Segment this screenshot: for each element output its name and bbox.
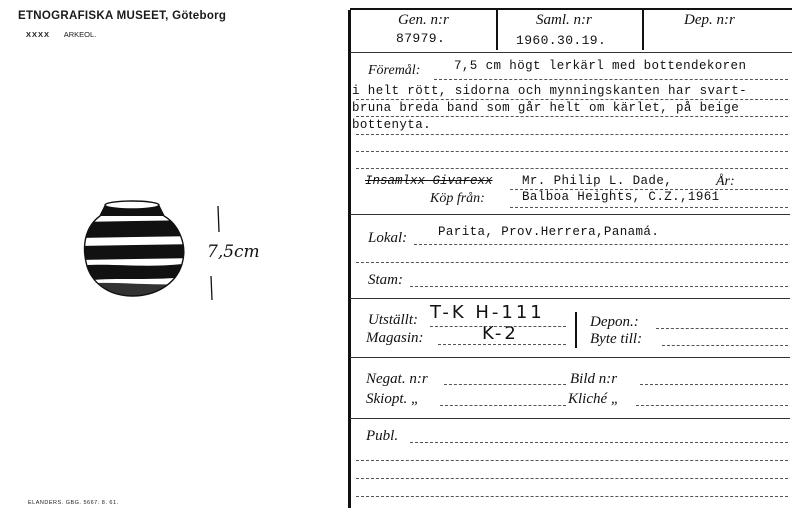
section-divider: [350, 357, 790, 358]
object-label: Föremål:: [368, 63, 421, 78]
ruled-line: [356, 460, 788, 461]
ruled-line: [356, 168, 788, 169]
ruled-line: [356, 99, 788, 100]
ruled-line: [444, 384, 566, 385]
ruled-line: [640, 384, 788, 385]
dep-number-label: Dep. n:r: [684, 12, 735, 28]
section-divider: [350, 298, 790, 299]
purchased-from-value: Balboa Heights, C.Z.,1961: [522, 190, 720, 204]
size-annotation: 7,5cm: [207, 242, 260, 262]
ruled-line: [410, 442, 788, 443]
museum-city: Göteborg: [172, 10, 227, 22]
depon-divider: [575, 312, 577, 348]
ruled-line: [636, 405, 788, 406]
section-divider: [350, 418, 790, 419]
ruled-line: [356, 116, 788, 117]
section-divider: [350, 214, 790, 215]
card-top-border: [350, 8, 792, 10]
printer-imprint: ELANDERS. GBG. 5667. 8. 61.: [28, 500, 119, 506]
locality-value: Parita, Prov.Herrera,Panamá.: [438, 225, 660, 239]
donor-value: Mr. Philip L. Dade,: [522, 174, 673, 188]
ruled-line: [510, 207, 788, 208]
locality-label: Lokal:: [368, 230, 408, 246]
ruled-line: [656, 328, 788, 329]
museum-title: ETNOGRAFISKA MUSEET,: [18, 10, 169, 22]
ruled-line: [434, 79, 788, 80]
ruled-line: [430, 326, 566, 327]
department-label: ARKEOL.: [63, 30, 97, 39]
object-description-line: bruna breda band som går helt om kärlet, på beige: [352, 101, 740, 115]
object-description-line: i helt rött, sidorna och mynningskanten har svart-: [352, 84, 748, 98]
card-left-border: [348, 10, 351, 508]
ruled-line: [510, 189, 788, 190]
ruled-line: [356, 478, 788, 479]
image-number-label: Bild n:r: [570, 371, 618, 387]
exhibited-label: Utställt:: [368, 312, 419, 328]
ruled-line: [438, 344, 566, 345]
exchange-label: Byte till:: [590, 331, 643, 347]
saml-divider: [642, 10, 644, 50]
ruled-line: [662, 345, 788, 346]
deposit-label: Depon.:: [590, 314, 639, 330]
tribe-label: Stam:: [368, 272, 403, 288]
museum-name: [18, 10, 226, 22]
storage-label: Magasin:: [366, 330, 424, 346]
ruled-line: [440, 405, 566, 406]
object-description-line: bottenyta.: [352, 118, 432, 132]
cliche-label: Kliché „: [568, 391, 620, 407]
negative-number-label: Negat. n:r: [366, 371, 428, 387]
saml-number-label: Saml. n:r: [536, 12, 592, 28]
department-line: [26, 30, 96, 39]
ruled-line: [414, 244, 788, 245]
crossed-out-text: XXXX: [26, 30, 51, 39]
gen-divider: [496, 10, 498, 50]
ruled-line: [410, 286, 788, 287]
header-divider: [350, 52, 792, 53]
ruled-line: [356, 262, 788, 263]
saml-number-value: 1960.30.19.: [516, 33, 607, 48]
lantern-slide-label: Skiopt. „: [366, 391, 420, 407]
struck-collector-label: Insamlxx Givarexx: [365, 174, 493, 188]
object-description-line: 7,5 cm högt lerkärl med bottendekoren: [454, 59, 747, 73]
gen-number-value: 87979.: [396, 31, 446, 46]
exhibited-handwritten-value: T-K H-111: [430, 302, 545, 323]
publication-label: Publ.: [366, 428, 399, 444]
purchased-from-label: Köp från:: [430, 191, 485, 206]
year-label: År:: [716, 174, 735, 189]
ruled-line: [356, 134, 788, 135]
ruled-line: [356, 496, 788, 497]
gen-number-label: Gen. n:r: [398, 12, 449, 28]
storage-handwritten-value: K-2: [482, 323, 519, 344]
ruled-line: [356, 151, 788, 152]
